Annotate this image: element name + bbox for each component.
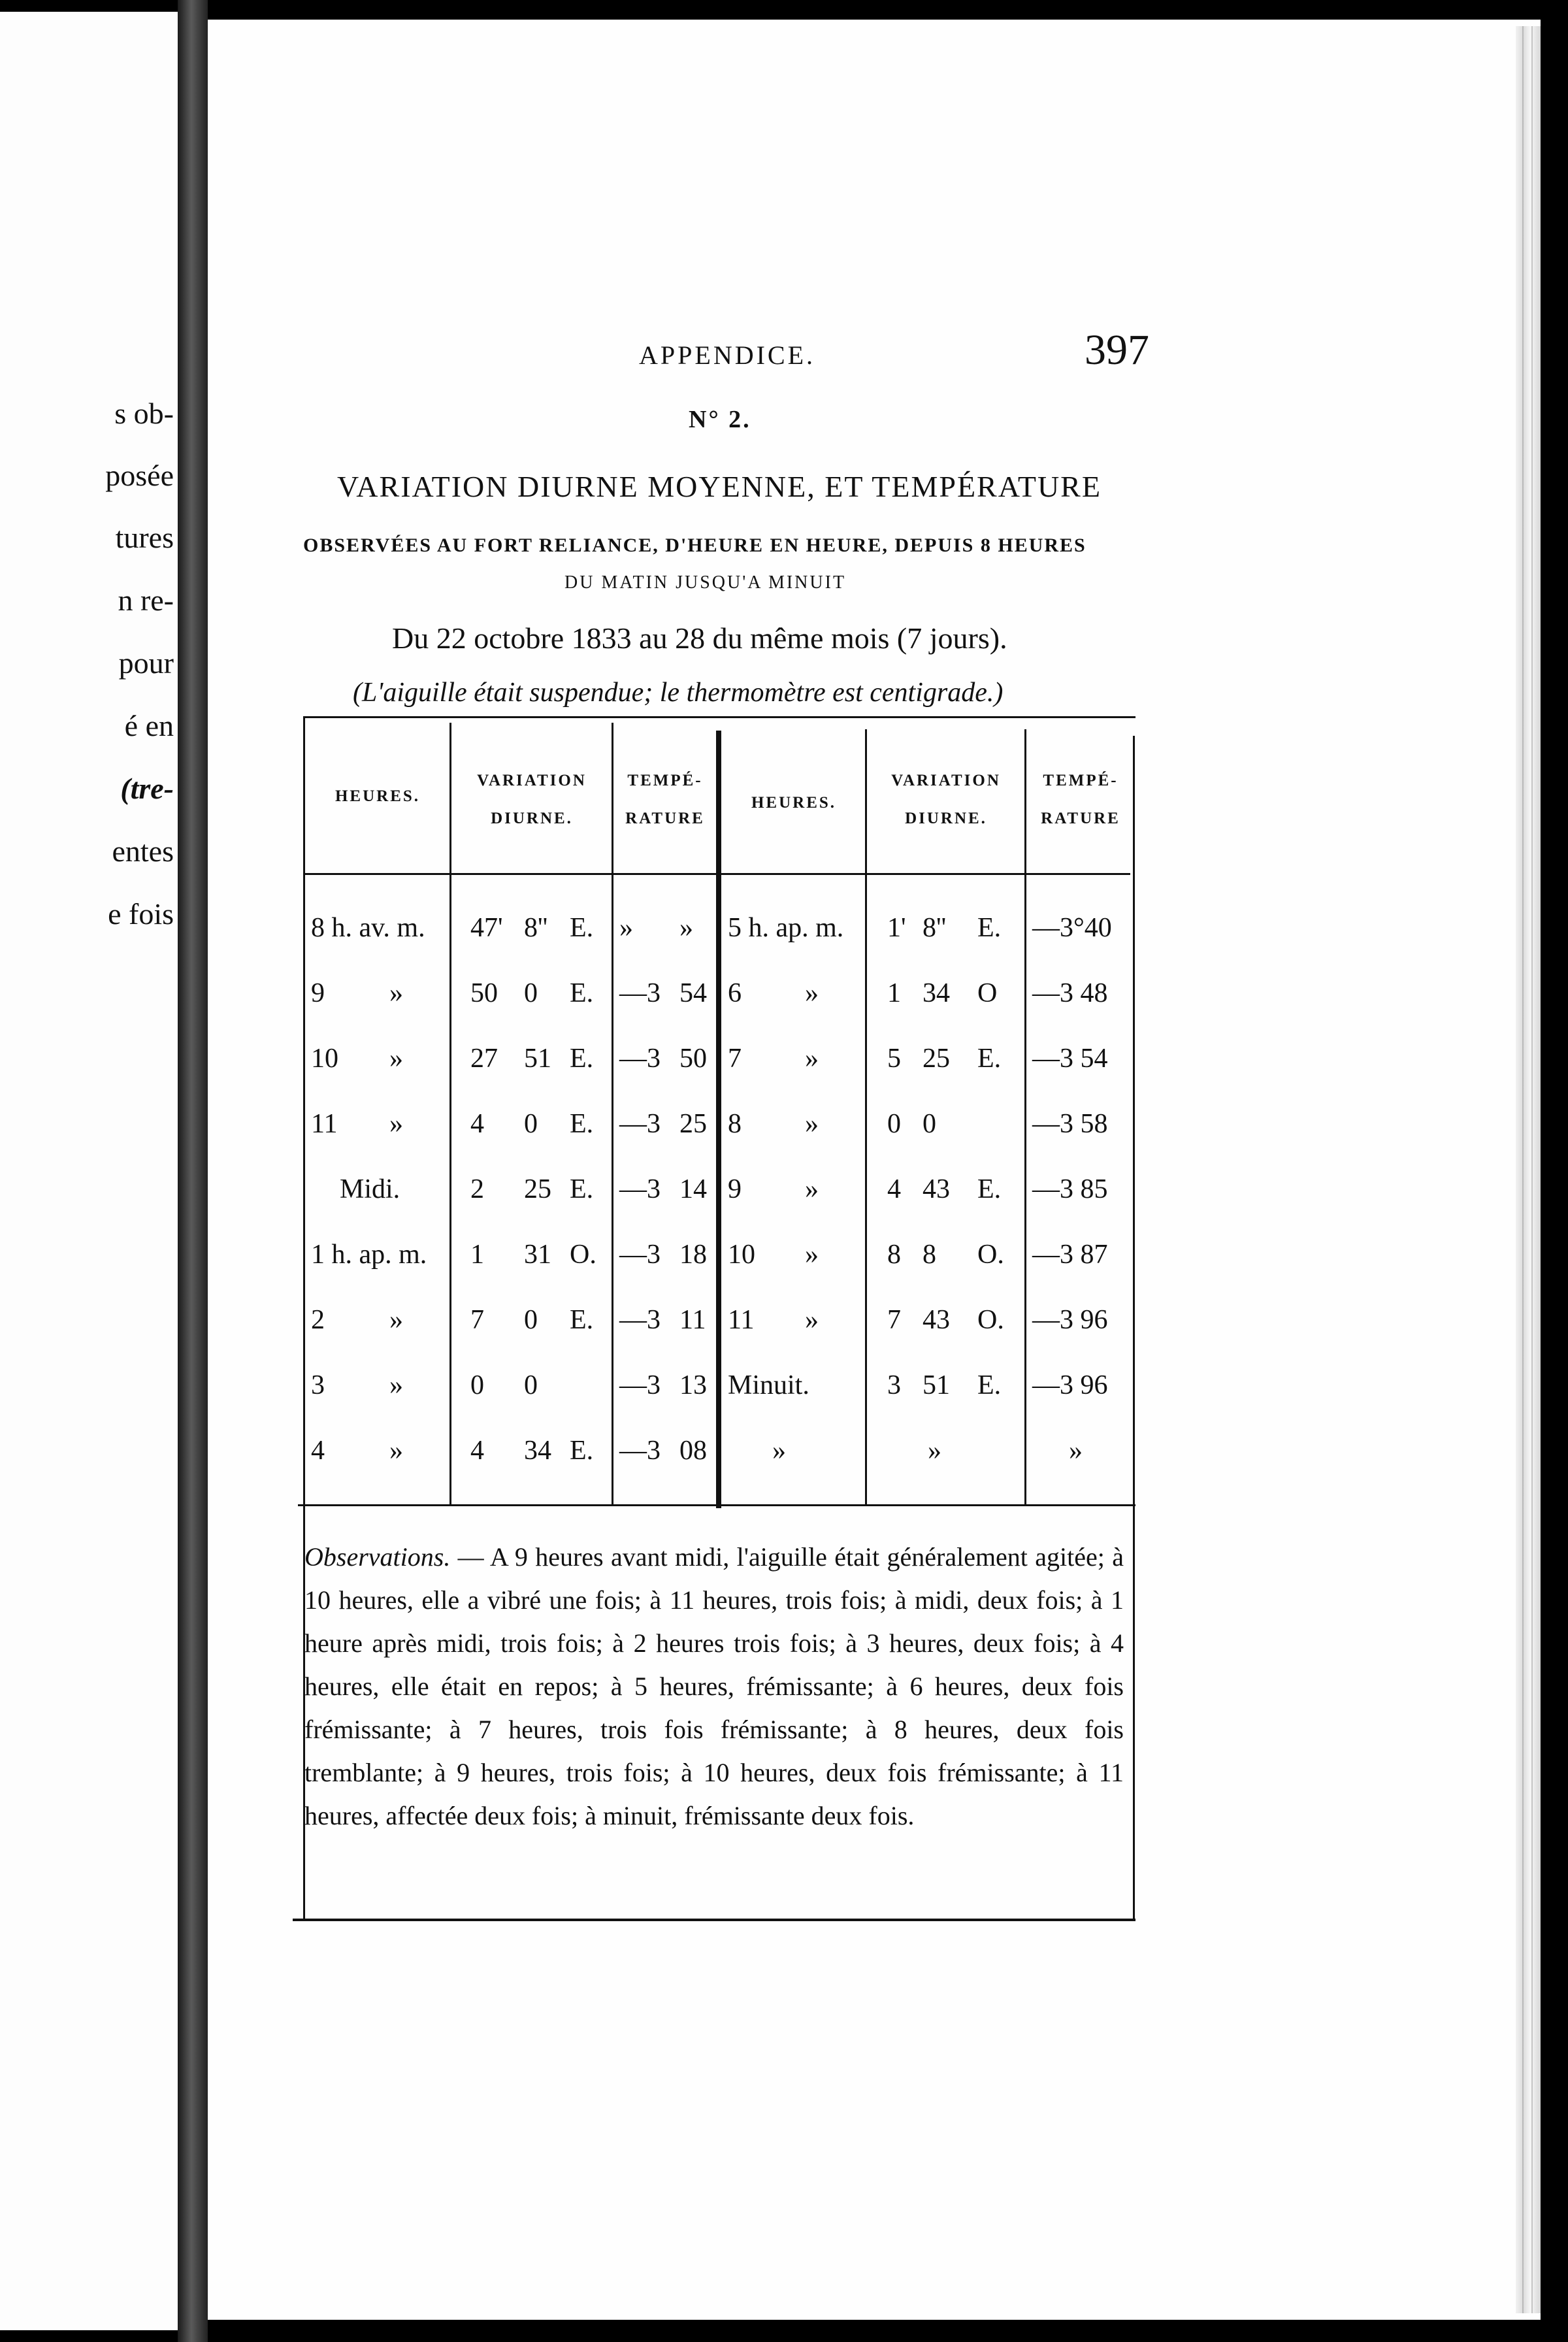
- temperature-value: —3 54: [1032, 1044, 1108, 1074]
- ditto-mark: »: [389, 1370, 403, 1400]
- variation-degrees: 4: [470, 1109, 484, 1139]
- column-divider: [612, 723, 613, 1504]
- section-number: N° 2.: [689, 406, 751, 433]
- variation-degrees: 4: [887, 1174, 901, 1204]
- facing-page-line: s ob-: [114, 397, 174, 430]
- header-temperature: TEMPÉ-: [627, 772, 703, 789]
- variation-direction: O: [977, 978, 998, 1008]
- variation-minutes: 31: [524, 1240, 551, 1270]
- variation-minutes: 0: [923, 1109, 936, 1139]
- header-hours: HEURES.: [335, 787, 421, 805]
- temperature-value: —3 85: [1032, 1174, 1108, 1204]
- instrument-note: (L'aiguille était suspendue; le thermomètre est centigrade.): [353, 678, 1004, 708]
- variation-minutes: 8'': [524, 913, 548, 943]
- variation-degrees: 27: [470, 1044, 498, 1074]
- header-variation: VARIATION: [477, 772, 587, 789]
- variation-minutes: 43: [923, 1305, 950, 1335]
- row-hour: »: [772, 1436, 786, 1466]
- variation-minutes: 0: [524, 978, 538, 1008]
- variation-direction: E.: [977, 913, 1002, 943]
- ditto-mark: »: [805, 1044, 819, 1074]
- variation-degrees: 7: [887, 1305, 901, 1335]
- temperature-value: —3 87: [1032, 1240, 1108, 1270]
- temperature-degrees: »: [619, 913, 633, 943]
- column-divider: [1024, 729, 1026, 1504]
- facing-page-line: entes: [112, 834, 174, 868]
- temperature-degrees: —3: [619, 978, 661, 1008]
- variation-degrees: 1: [887, 978, 901, 1008]
- row-hour: 11: [311, 1109, 338, 1139]
- variation-degrees: 7: [470, 1305, 484, 1335]
- temperature-decimals: 25: [679, 1109, 707, 1139]
- temperature-value: »: [1069, 1436, 1083, 1466]
- temperature-degrees: —3: [619, 1044, 661, 1074]
- ditto-mark: »: [389, 1436, 403, 1466]
- header-variation-sub: DIURNE.: [491, 810, 573, 827]
- variation-degrees: 1: [470, 1240, 484, 1270]
- facing-page-line: posée: [105, 459, 174, 492]
- temperature-value: —3 96: [1032, 1370, 1108, 1400]
- ditto-mark: »: [805, 978, 819, 1008]
- temperature-decimals: 08: [679, 1436, 707, 1466]
- header-hours: HEURES.: [751, 794, 837, 812]
- facing-page-line: e fois: [108, 897, 174, 931]
- variation-minutes: 0: [524, 1305, 538, 1335]
- variation-minutes: 25: [524, 1174, 551, 1204]
- temperature-value: —3°40: [1032, 913, 1112, 943]
- variation-direction: O.: [977, 1305, 1004, 1335]
- header-temperature-sub: RATURE: [625, 810, 705, 827]
- header-variation-sub: DIURNE.: [905, 810, 987, 827]
- row-hour: 4: [311, 1436, 325, 1466]
- row-hour: 7: [728, 1044, 742, 1074]
- row-hour: Midi.: [340, 1174, 400, 1204]
- center-double-rule: [716, 731, 721, 1508]
- variation-minutes: 43: [923, 1174, 950, 1204]
- variation-degrees: 2: [470, 1174, 484, 1204]
- temperature-decimals: »: [679, 913, 693, 943]
- variation-degrees: 3: [887, 1370, 901, 1400]
- variation-degrees: 50: [470, 978, 498, 1008]
- facing-page-line: pour: [118, 646, 174, 680]
- variation-direction: E.: [570, 1305, 594, 1335]
- variation-direction: E.: [570, 1109, 594, 1139]
- row-hour: 2: [311, 1305, 325, 1335]
- temperature-degrees: —3: [619, 1174, 661, 1204]
- table-subtitle: OBSERVÉES AU FORT RELIANCE, D'HEURE EN HEURE, DEPUIS 8 HEURES: [303, 535, 1086, 556]
- variation-direction: E.: [570, 1044, 594, 1074]
- variation-direction: E.: [570, 913, 594, 943]
- column-divider: [865, 729, 867, 1504]
- ditto-mark: »: [805, 1240, 819, 1270]
- ditto-mark: »: [805, 1109, 819, 1139]
- variation-direction: O.: [977, 1240, 1004, 1270]
- temperature-degrees: —3: [619, 1240, 661, 1270]
- variation-degrees: 0: [470, 1370, 484, 1400]
- temperature-value: —3 48: [1032, 978, 1108, 1008]
- variation-minutes: 25: [923, 1044, 950, 1074]
- observations-paragraph: [304, 1536, 1124, 1838]
- temperature-decimals: 13: [679, 1370, 707, 1400]
- row-hour: 10: [311, 1044, 338, 1074]
- temperature-value: —3 96: [1032, 1305, 1108, 1335]
- variation-minutes: 8'': [923, 913, 947, 943]
- row-hour: 5 h. ap. m.: [728, 913, 844, 943]
- variation-minutes: 0: [524, 1109, 538, 1139]
- ditto-mark: »: [389, 1109, 403, 1139]
- variation-direction: E.: [570, 1436, 594, 1466]
- table-bottom-rule: [293, 1919, 1135, 1921]
- book-gutter: [178, 0, 208, 2342]
- variation-minutes: 0: [524, 1370, 538, 1400]
- variation-direction: E.: [977, 1174, 1002, 1204]
- facing-page-line: tures: [115, 521, 174, 554]
- variation-minutes: 8: [923, 1240, 936, 1270]
- facing-page-line: (tre-: [120, 772, 174, 805]
- page-number: 397: [1085, 326, 1149, 374]
- variation-direction: O.: [570, 1240, 596, 1270]
- temperature-decimals: 11: [679, 1305, 706, 1335]
- observations-label: Observations.: [304, 1542, 451, 1572]
- variation-degrees: »: [928, 1436, 941, 1466]
- variation-minutes: 34: [524, 1436, 551, 1466]
- variation-degrees: 4: [470, 1436, 484, 1466]
- row-hour: Minuit.: [728, 1370, 809, 1400]
- ditto-mark: »: [389, 1305, 403, 1335]
- variation-direction: E.: [570, 1174, 594, 1204]
- ditto-mark: »: [389, 978, 403, 1008]
- facing-page: [0, 12, 178, 2330]
- variation-direction: E.: [570, 978, 594, 1008]
- header-temperature-sub: RATURE: [1041, 810, 1120, 827]
- variation-minutes: 34: [923, 978, 950, 1008]
- temperature-degrees: —3: [619, 1305, 661, 1335]
- table-right-border: [1133, 736, 1135, 1919]
- variation-degrees: 5: [887, 1044, 901, 1074]
- running-head: APPENDICE.: [639, 340, 816, 370]
- temperature-degrees: —3: [619, 1370, 661, 1400]
- temperature-decimals: 14: [679, 1174, 707, 1204]
- row-hour: 9: [728, 1174, 742, 1204]
- variation-degrees: 1': [887, 913, 906, 943]
- ditto-mark: »: [805, 1174, 819, 1204]
- column-divider: [449, 723, 451, 1504]
- page-edge: [1516, 26, 1541, 2313]
- temperature-decimals: 50: [679, 1044, 707, 1074]
- table-subtitle-continued: DU MATIN JUSQU'A MINUIT: [564, 572, 847, 593]
- temperature-decimals: 54: [679, 978, 707, 1008]
- row-hour: 3: [311, 1370, 325, 1400]
- ditto-mark: »: [389, 1044, 403, 1074]
- row-hour: 8: [728, 1109, 742, 1139]
- table-top-rule: [303, 716, 1135, 718]
- header-temperature: TEMPÉ-: [1043, 772, 1119, 789]
- row-hour: 1 h. ap. m.: [311, 1240, 427, 1270]
- row-hour: 8 h. av. m.: [311, 913, 425, 943]
- variation-minutes: 51: [524, 1044, 551, 1074]
- header-variation: VARIATION: [891, 772, 1001, 789]
- row-hour: 10: [728, 1240, 755, 1270]
- row-hour: 9: [311, 978, 325, 1008]
- temperature-degrees: —3: [619, 1436, 661, 1466]
- table-title: VARIATION DIURNE MOYENNE, ET TEMPÉRATURE: [337, 470, 1102, 503]
- row-hour: 6: [728, 978, 742, 1008]
- variation-minutes: 51: [923, 1370, 950, 1400]
- temperature-value: —3 58: [1032, 1109, 1108, 1139]
- facing-page-line: n re-: [118, 584, 174, 617]
- facing-page-line: é en: [124, 709, 174, 742]
- variation-degrees: 0: [887, 1109, 901, 1139]
- variation-degrees: 47': [470, 913, 503, 943]
- variation-direction: E.: [977, 1370, 1002, 1400]
- date-range: Du 22 octobre 1833 au 28 du même mois (7 jours).: [392, 621, 1007, 655]
- temperature-decimals: 18: [679, 1240, 707, 1270]
- row-hour: 11: [728, 1305, 755, 1335]
- observations-text: — A 9 heures avant midi, l'aiguille était généralement agitée; à 10 heures, elle a vibré une fois; à 11 heures, trois fois; à midi, deux fois; à 1 heure après midi, trois fois; à 2 heures trois fois; à 3 heures, deux fois; à 4 heures, elle était en repos; à 5 heures, frémissante; à 6 heures, deux fois frémissante; à 7 heures, trois fois frémissante; à 8 heures, deux fois tremblante; à 9 heures, trois fois; à 10 heures, deux fois frémissante; à 11 heures, affectée deux fois; à minuit, frémissante deux fois.: [304, 1542, 1124, 1830]
- variation-direction: E.: [977, 1044, 1002, 1074]
- ditto-mark: »: [805, 1305, 819, 1335]
- variation-degrees: 8: [887, 1240, 901, 1270]
- temperature-degrees: —3: [619, 1109, 661, 1139]
